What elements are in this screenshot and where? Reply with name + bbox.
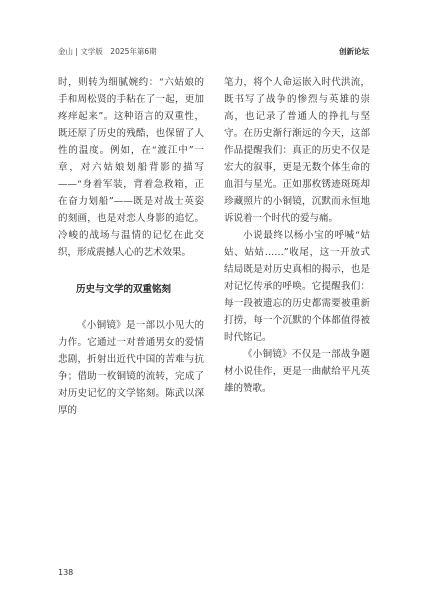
section-heading: 历史与文学的双重铭刻	[76, 284, 172, 295]
page-number: 138	[58, 568, 74, 577]
body-paragraph: 笔力，将个人命运嵌入时代洪流，既书写了战争的惨烈与英雄的崇高，也记录了普通人的挣扎与坚守。在历史渐行渐远的今天，这部作品提醒我们：真正的历史不仅是宏大的叙事，更是无数个体生命的血泪与星光。正如那枚锈迹斑斑却珍藏照片的小铜镜，沉默而永恒地诉说着一个时代的爱与痛。	[224, 77, 370, 224]
body-paragraph: 时，则转为细腻婉约：“六姑娘的手和周松贤的手粘在了一起，更加疼痒起来”。这种语言的双重性，既还原了历史的残酷，也保留了人性的温度。例如，在“渡江中”一章，对六姑娘划船背影的描写——“身着军装，背着急救箱，正在奋力划船”——既是对战士英姿的刻画，也是对恋人身影的追忆。冷峻的战场与温情的记忆在此交织，形成震撼人心的艺术效果。	[58, 77, 204, 258]
section-name: 创新论坛	[339, 46, 369, 56]
left-column	[58, 74, 204, 419]
body-paragraph: 小说最终以杨小宝的呼喊“姑姑、姑姑……”收尾，这一开放式结局既是对历史真相的揭示，也是对记忆传承的呼唤。它提醒我们：每一段被遗忘的历史都需要被重新打捞，每一个沉默的个体都值得被时代铭记。	[224, 230, 370, 343]
body-paragraph: 《小铜镜》是一部以小见大的力作。它通过一对普通男女的爱情悲剧，折射出近代中国的苦难与抗争；借助一枚铜镜的流转，完成了对历史记忆的文学铭刻。陈武以深厚的	[58, 320, 204, 416]
body-paragraph: 《小铜镜》不仅是一部战争题材小说佳作，更是一曲献给平凡英雄的赞歌。	[224, 349, 370, 394]
journal-issue: 金山 | 文学版 2025年第6期	[58, 46, 157, 56]
right-column	[224, 74, 370, 397]
running-header	[58, 44, 369, 58]
